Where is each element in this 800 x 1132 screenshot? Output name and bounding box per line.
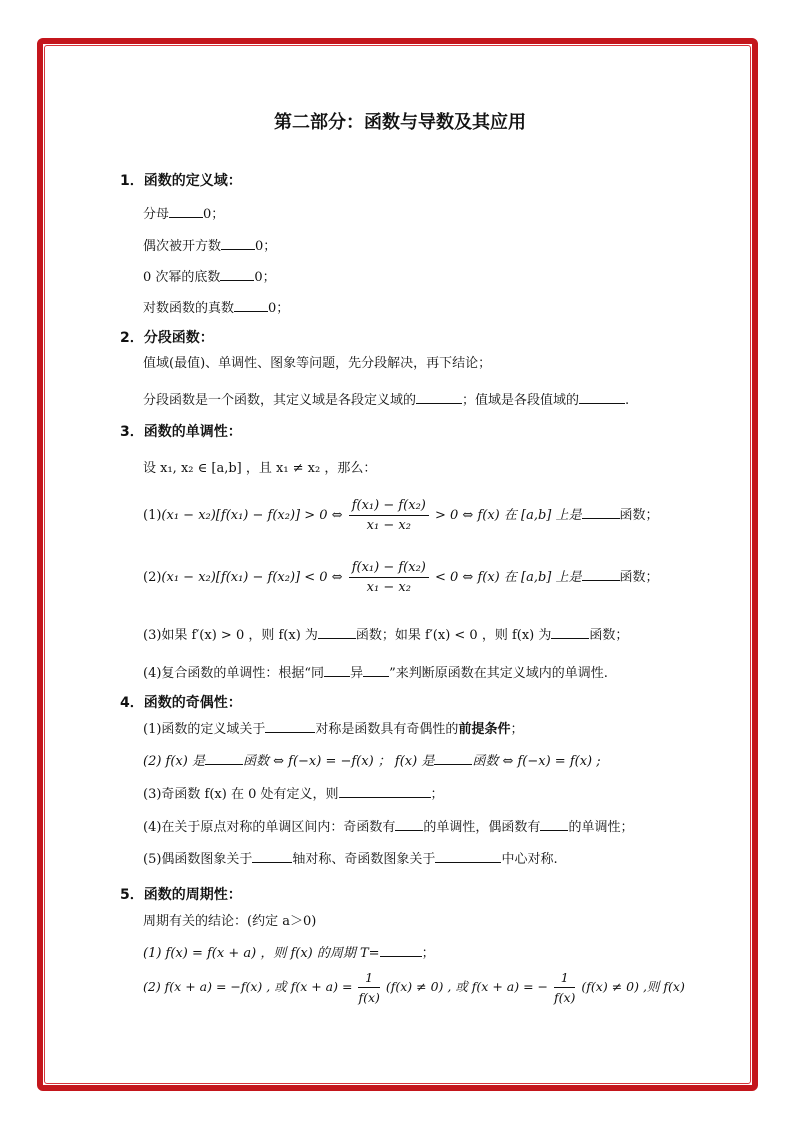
blank	[318, 626, 356, 639]
blank	[380, 944, 422, 957]
r4-text: (4)复合函数的单调性：根据“同	[143, 666, 325, 681]
s4-l5-text: (5)偶函数图象关于	[143, 852, 253, 867]
s4-line-4	[143, 816, 633, 835]
blank	[416, 391, 462, 404]
blank	[435, 850, 501, 863]
r1-tail: > 0 ⇔ f(x) 在 [a,b] 上是	[435, 508, 582, 523]
s1-line-3	[143, 266, 276, 285]
s5-frac1-denominator: f(x)	[358, 990, 380, 1005]
r3-mid: 函数；如果 f′(x) < 0 ，则 f(x) 为	[355, 628, 552, 643]
section-4-heading: 4．函数的奇偶性：	[120, 695, 242, 711]
s4-l3-end: ；	[430, 787, 444, 802]
s3-rule-3	[143, 624, 628, 643]
s5-line-2	[143, 942, 435, 961]
s4-l1-text: (1)函数的定义域关于	[143, 722, 266, 737]
blank	[324, 664, 350, 677]
r1-expr: (x₁ − x₂)[f(x₁) − f(x₂)] > 0 ⇔	[161, 508, 343, 523]
blank	[169, 205, 203, 218]
blank	[551, 626, 589, 639]
blank	[265, 720, 315, 733]
blank	[252, 850, 292, 863]
blank	[205, 752, 243, 765]
s5-frac1-numerator: 1	[358, 970, 379, 988]
section-1-heading: 1．函数的定义域：	[120, 173, 242, 189]
s2-l2-text: 分段函数是一个函数，其定义域是各段定义域的	[143, 393, 417, 408]
blank	[220, 268, 254, 281]
s5-l2-text: (1) f(x) = f(x + a) ，则 f(x) 的周期 T=	[143, 946, 380, 961]
r1-denominator: x₁ − x₂	[366, 518, 411, 533]
s1-line-1	[143, 203, 224, 222]
r4-end: ”来判断原函数在其定义域内的单调性.	[389, 666, 608, 681]
blank	[339, 785, 431, 798]
s5-fraction-1	[358, 970, 379, 1005]
s4-l5-end: 中心对称.	[501, 852, 558, 867]
r2-label: (2)	[143, 570, 162, 585]
s5-l3-text: (2) f(x + a) = −f(x) , 或 f(x + a) =	[143, 979, 353, 994]
s3-rule-1	[143, 498, 659, 533]
r2-expr: (x₁ − x₂)[f(x₁) − f(x₂)] < 0 ⇔	[161, 570, 343, 585]
blank	[395, 818, 423, 831]
r2-fraction	[349, 560, 429, 595]
r1-numerator: f(x₁) − f(x₂)	[349, 498, 429, 516]
s1-l1-tail: 0；	[203, 207, 225, 222]
s1-line-4	[143, 297, 289, 316]
s4-line-1	[143, 718, 523, 737]
s4-l2-end: 函数 ⇔ f(−x) = f(x) ;	[472, 754, 601, 769]
s5-l3-end: (f(x) ≠ 0) ,则 f(x)	[581, 979, 685, 994]
r1-label: (1)	[143, 508, 162, 523]
blank	[363, 664, 389, 677]
s1-l1-text: 分母	[143, 207, 170, 222]
s5-frac2-numerator: 1	[554, 970, 575, 988]
s1-l3-tail: 0；	[254, 270, 276, 285]
r2-end: 函数；	[619, 570, 659, 585]
s4-l1-end: ；	[510, 722, 524, 737]
s5-line-3	[143, 970, 685, 1005]
s4-l2-text: (2) f(x) 是	[143, 754, 205, 769]
s1-l2-tail: 0；	[255, 239, 277, 254]
r4-mid: 异	[350, 666, 364, 681]
s1-l4-tail: 0；	[268, 301, 290, 316]
s2-l2-mid: ；值域是各段值域的	[462, 393, 580, 408]
s1-l4-text: 对数函数的真数	[143, 301, 235, 316]
s2-line-2	[143, 389, 629, 408]
s1-line-2	[143, 235, 276, 254]
s4-l4-text: (4)在关于原点对称的单调区间内：奇函数有	[143, 820, 396, 835]
s4-l1-emphasis: 前提条件	[458, 722, 511, 737]
s5-fraction-2	[554, 970, 575, 1005]
blank	[582, 506, 620, 519]
blank	[582, 568, 620, 581]
s3-rule-4	[143, 662, 608, 681]
s5-l3-mid: (f(x) ≠ 0) , 或 f(x + a) = −	[385, 979, 549, 994]
section-5-heading: 5．函数的周期性：	[120, 887, 242, 903]
r1-end: 函数；	[619, 508, 659, 523]
s4-line-2	[143, 750, 601, 769]
s1-l2-text: 偶次被开方数	[143, 239, 222, 254]
s4-line-5	[143, 848, 558, 867]
s4-l5-mid: 轴对称、奇函数图象关于	[292, 852, 436, 867]
page-title: 第二部分：函数与导数及其应用	[274, 112, 526, 133]
section-2-heading: 2．分段函数：	[120, 330, 214, 346]
blank	[540, 818, 568, 831]
s5-frac2-denominator: f(x)	[554, 990, 576, 1005]
blank	[434, 752, 472, 765]
r3-end: 函数；	[589, 628, 629, 643]
r2-numerator: f(x₁) − f(x₂)	[349, 560, 429, 578]
section-3-heading: 3．函数的单调性：	[120, 424, 242, 440]
r1-fraction	[349, 498, 429, 533]
s4-l2-mid: 函数 ⇔ f(−x) = −f(x) ； f(x) 是	[242, 754, 435, 769]
s4-l1-mid: 对称是函数具有奇偶性的	[315, 722, 459, 737]
r2-denominator: x₁ − x₂	[366, 580, 411, 595]
blank	[579, 391, 625, 404]
s4-l3-text: (3)奇函数 f(x) 在 0 处有定义，则	[143, 787, 339, 802]
s5-l2-end: ；	[421, 946, 435, 961]
s3-intro: 设 x₁, x₂ ∈ [a,b] ，且 x₁ ≠ x₂ ，那么：	[143, 461, 377, 476]
s5-line-1: 周期有关的结论：(约定 a＞0)	[143, 914, 317, 929]
blank	[234, 299, 268, 312]
blank	[221, 237, 255, 250]
s4-l4-end: 的单调性；	[568, 820, 634, 835]
s4-line-3	[143, 783, 444, 802]
r2-tail: < 0 ⇔ f(x) 在 [a,b] 上是	[435, 570, 582, 585]
r3-text: (3)如果 f′(x) > 0 ，则 f(x) 为	[143, 628, 318, 643]
s1-l3-text: 0 次幂的底数	[143, 270, 221, 285]
s2-l2-end: .	[625, 393, 630, 408]
s3-rule-2	[143, 560, 659, 595]
s2-line-1: 值域(最值)、单调性、图象等问题，先分段解决，再下结论；	[143, 356, 492, 371]
s4-l4-mid: 的单调性，偶函数有	[423, 820, 541, 835]
